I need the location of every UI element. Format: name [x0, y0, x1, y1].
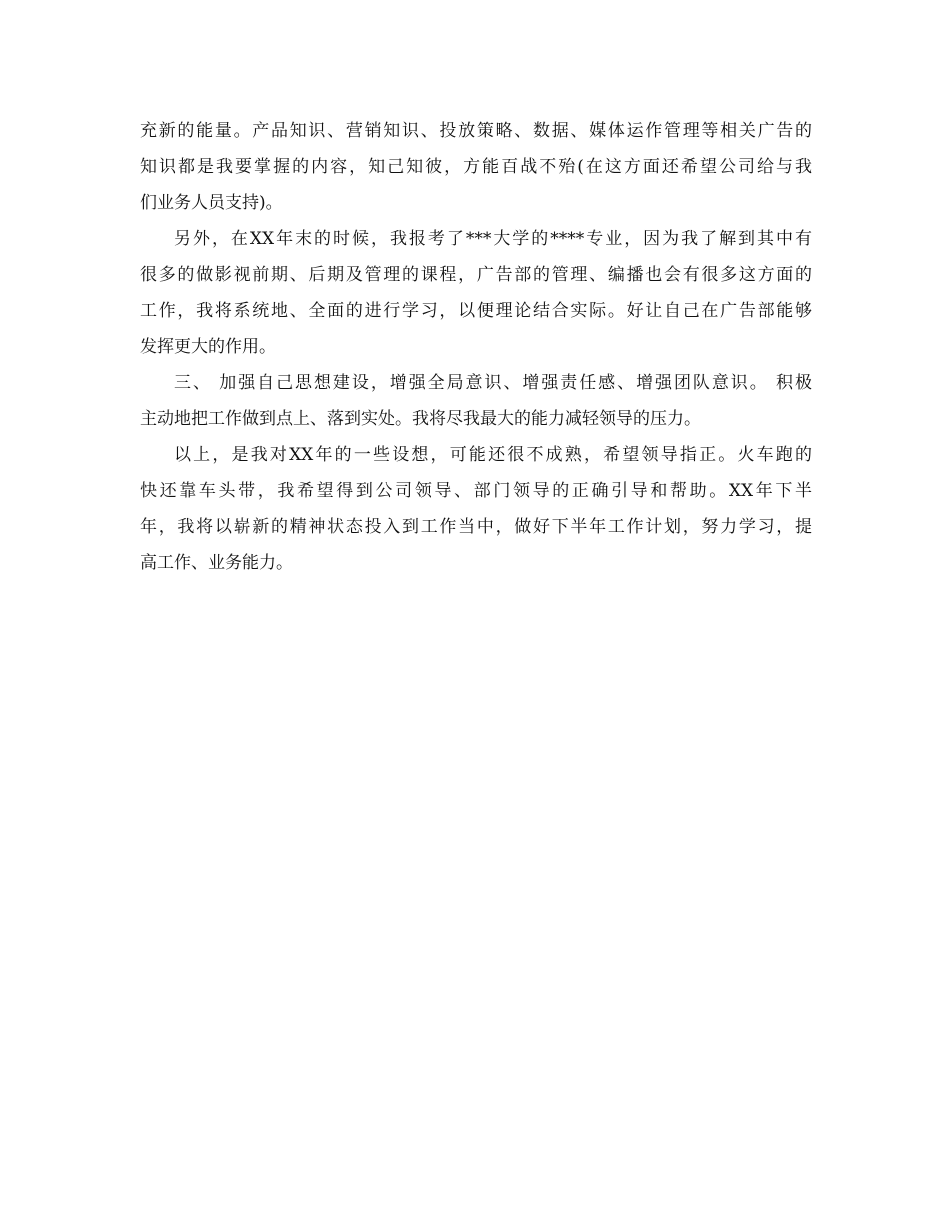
paragraph-1 — [140, 113, 812, 221]
paragraph-4 — [140, 437, 812, 581]
paragraph-line: 快还靠车头带，我希望得到公司领导、部门领导的正确引导和帮助。XX年下半 — [140, 481, 812, 501]
paragraph-line: 以上，是我对XX年的一些设想，可能还很不成熟，希望领导指正。火车跑的 — [174, 445, 812, 465]
paragraph-3 — [140, 365, 812, 437]
paragraph-line: 主动地把工作做到点上、落到实处。我将尽我最大的能力减轻领导的压力。 — [140, 409, 701, 429]
paragraph-line: 知识都是我要掌握的内容，知己知彼，方能百战不殆(在这方面还希望公司给与我 — [140, 157, 812, 177]
paragraph-line: 很多的做影视前期、后期及管理的课程，广告部的管理、编播也会有很多这方面的 — [140, 265, 812, 285]
paragraph-line: 高工作、业务能力。 — [140, 553, 293, 573]
paragraph-line: 工作，我将系统地、全面的进行学习，以便理论结合实际。好让自己在广告部能够 — [140, 301, 812, 321]
paragraph-line: 另外，在XX年末的时候，我报考了***大学的****专业，因为我了解到其中有 — [174, 229, 812, 249]
paragraph-2 — [140, 221, 812, 365]
paragraph-line: 们业务人员支持)。 — [140, 193, 283, 213]
paragraph-line: 三、 加强自己思想建设，增强全局意识、增强责任感、增强团队意识。 积极 — [174, 373, 812, 393]
paragraph-line: 充新的能量。产品知识、营销知识、投放策略、数据、媒体运作管理等相关广告的 — [140, 121, 812, 141]
paragraph-line: 年，我将以崭新的精神状态投入到工作当中，做好下半年工作计划，努力学习，提 — [140, 517, 812, 537]
paragraph-line: 发挥更大的作用。 — [140, 337, 276, 357]
document-body — [140, 113, 812, 581]
